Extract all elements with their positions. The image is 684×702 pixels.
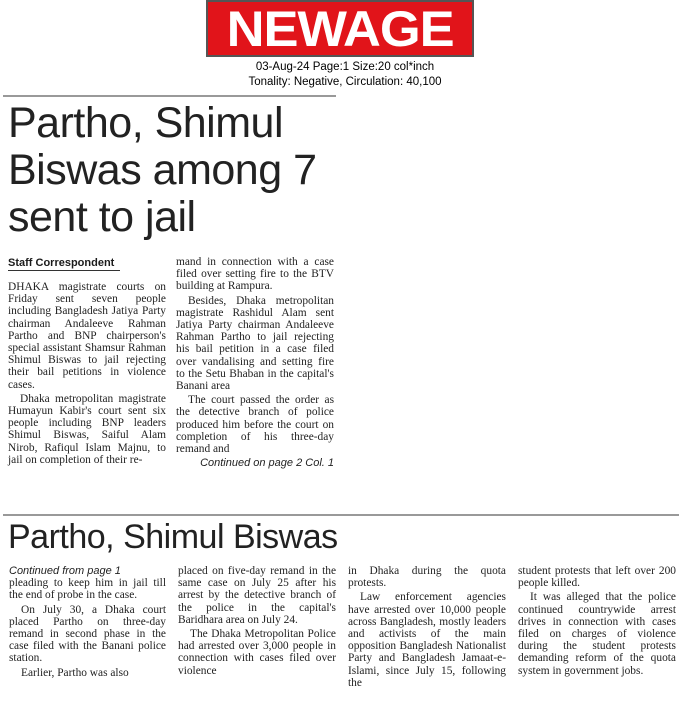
paragraph: Besides, Dhaka metropolitan magistrate Rashidul Alam sent Jatiya Party chairman Andaleeve Rahman Partho to jail rejecting his bail petition in a case filed over vandalising and setting fire to the Setu Bhaban in the capital's Banani area bbox=[176, 294, 334, 393]
paragraph: mand in connection with a case filed over setting fire to the BTV building at Rampura. bbox=[176, 256, 334, 293]
article-column-1 bbox=[8, 281, 166, 468]
continuation-column-4 bbox=[518, 565, 676, 679]
byline: Staff Correspondent bbox=[8, 257, 120, 271]
continuation-column-1 bbox=[9, 565, 166, 681]
logo-text: NEWAGE bbox=[226, 0, 454, 57]
article-column-2 bbox=[176, 256, 334, 469]
paragraph: in Dhaka during the quota protests. bbox=[348, 565, 506, 590]
paragraph: The Dhaka Metropolitan Police had arrested over 3,000 people in connection with cases filed over violence bbox=[178, 628, 336, 677]
continued-on-note: Continued on page 2 Col. 1 bbox=[200, 457, 334, 470]
paragraph: On July 30, a Dhaka court placed Partho on three-day remand in second phase in the case filed with the Banani police station. bbox=[9, 603, 166, 665]
clipping-meta-date-size: 03-Aug-24 Page:1 Size:20 col*inch bbox=[255, 61, 435, 73]
article-headline: Partho, Shimul Biswas among 7 sent to jail bbox=[8, 99, 317, 241]
continuation-headline: Partho, Shimul Biswas bbox=[8, 518, 338, 556]
newspaper-logo bbox=[206, 0, 474, 57]
clipping-divider bbox=[3, 514, 679, 516]
paragraph: Earlier, Partho was also bbox=[21, 666, 129, 679]
paragraph: pleading to keep him in jail till the end of probe in the case. bbox=[9, 577, 166, 602]
paragraph: DHAKA magistrate courts on Friday sent seven people including Bangladesh Jatiya Party chairman Andaleeve Rahman Partho and BNP chairperson's special assistant Shamsur Rahman Shimul Biswas to jail rejecting their bail petitions in violence cases. bbox=[8, 281, 166, 391]
continued-from-note: Continued from page 1 bbox=[9, 565, 121, 577]
paragraph: Dhaka metropolitan magistrate Humayun Kabir's court sent six people including BNP leaders Shimul Biswas, Saiful Alam Nirob, Rafiqul Islam Majnu, to jail on completion of their re- bbox=[8, 392, 166, 466]
paragraph: The court passed the order as the detective branch of police produced him before the court on completion of his three-day remand and bbox=[176, 394, 334, 456]
continuation-column-3 bbox=[348, 565, 506, 691]
paragraph: Law enforcement agencies have arrested over 10,000 people across Bangladesh, mostly leaders and activists of the main opposition Bangladesh Nationalist Party and Bangladesh Jamaat-e-Islami, since July 15, following the bbox=[348, 591, 506, 689]
clipping-meta-tonality: Tonality: Negative, Circulation: 40,100 bbox=[248, 76, 442, 88]
paragraph: It was alleged that the police continued countrywide arrest drives in connection with cases filed on charges of violence during the student protests demanding reform of the quota system in government jobs. bbox=[518, 591, 676, 677]
paragraph: placed on five-day remand in the same case on July 25 after his arrest by the detective branch of the police in the capital's Baridhara area on July 24. bbox=[178, 565, 336, 626]
continuation-column-2 bbox=[178, 565, 336, 679]
paragraph: student protests that left over 200 people killed. bbox=[518, 565, 676, 590]
